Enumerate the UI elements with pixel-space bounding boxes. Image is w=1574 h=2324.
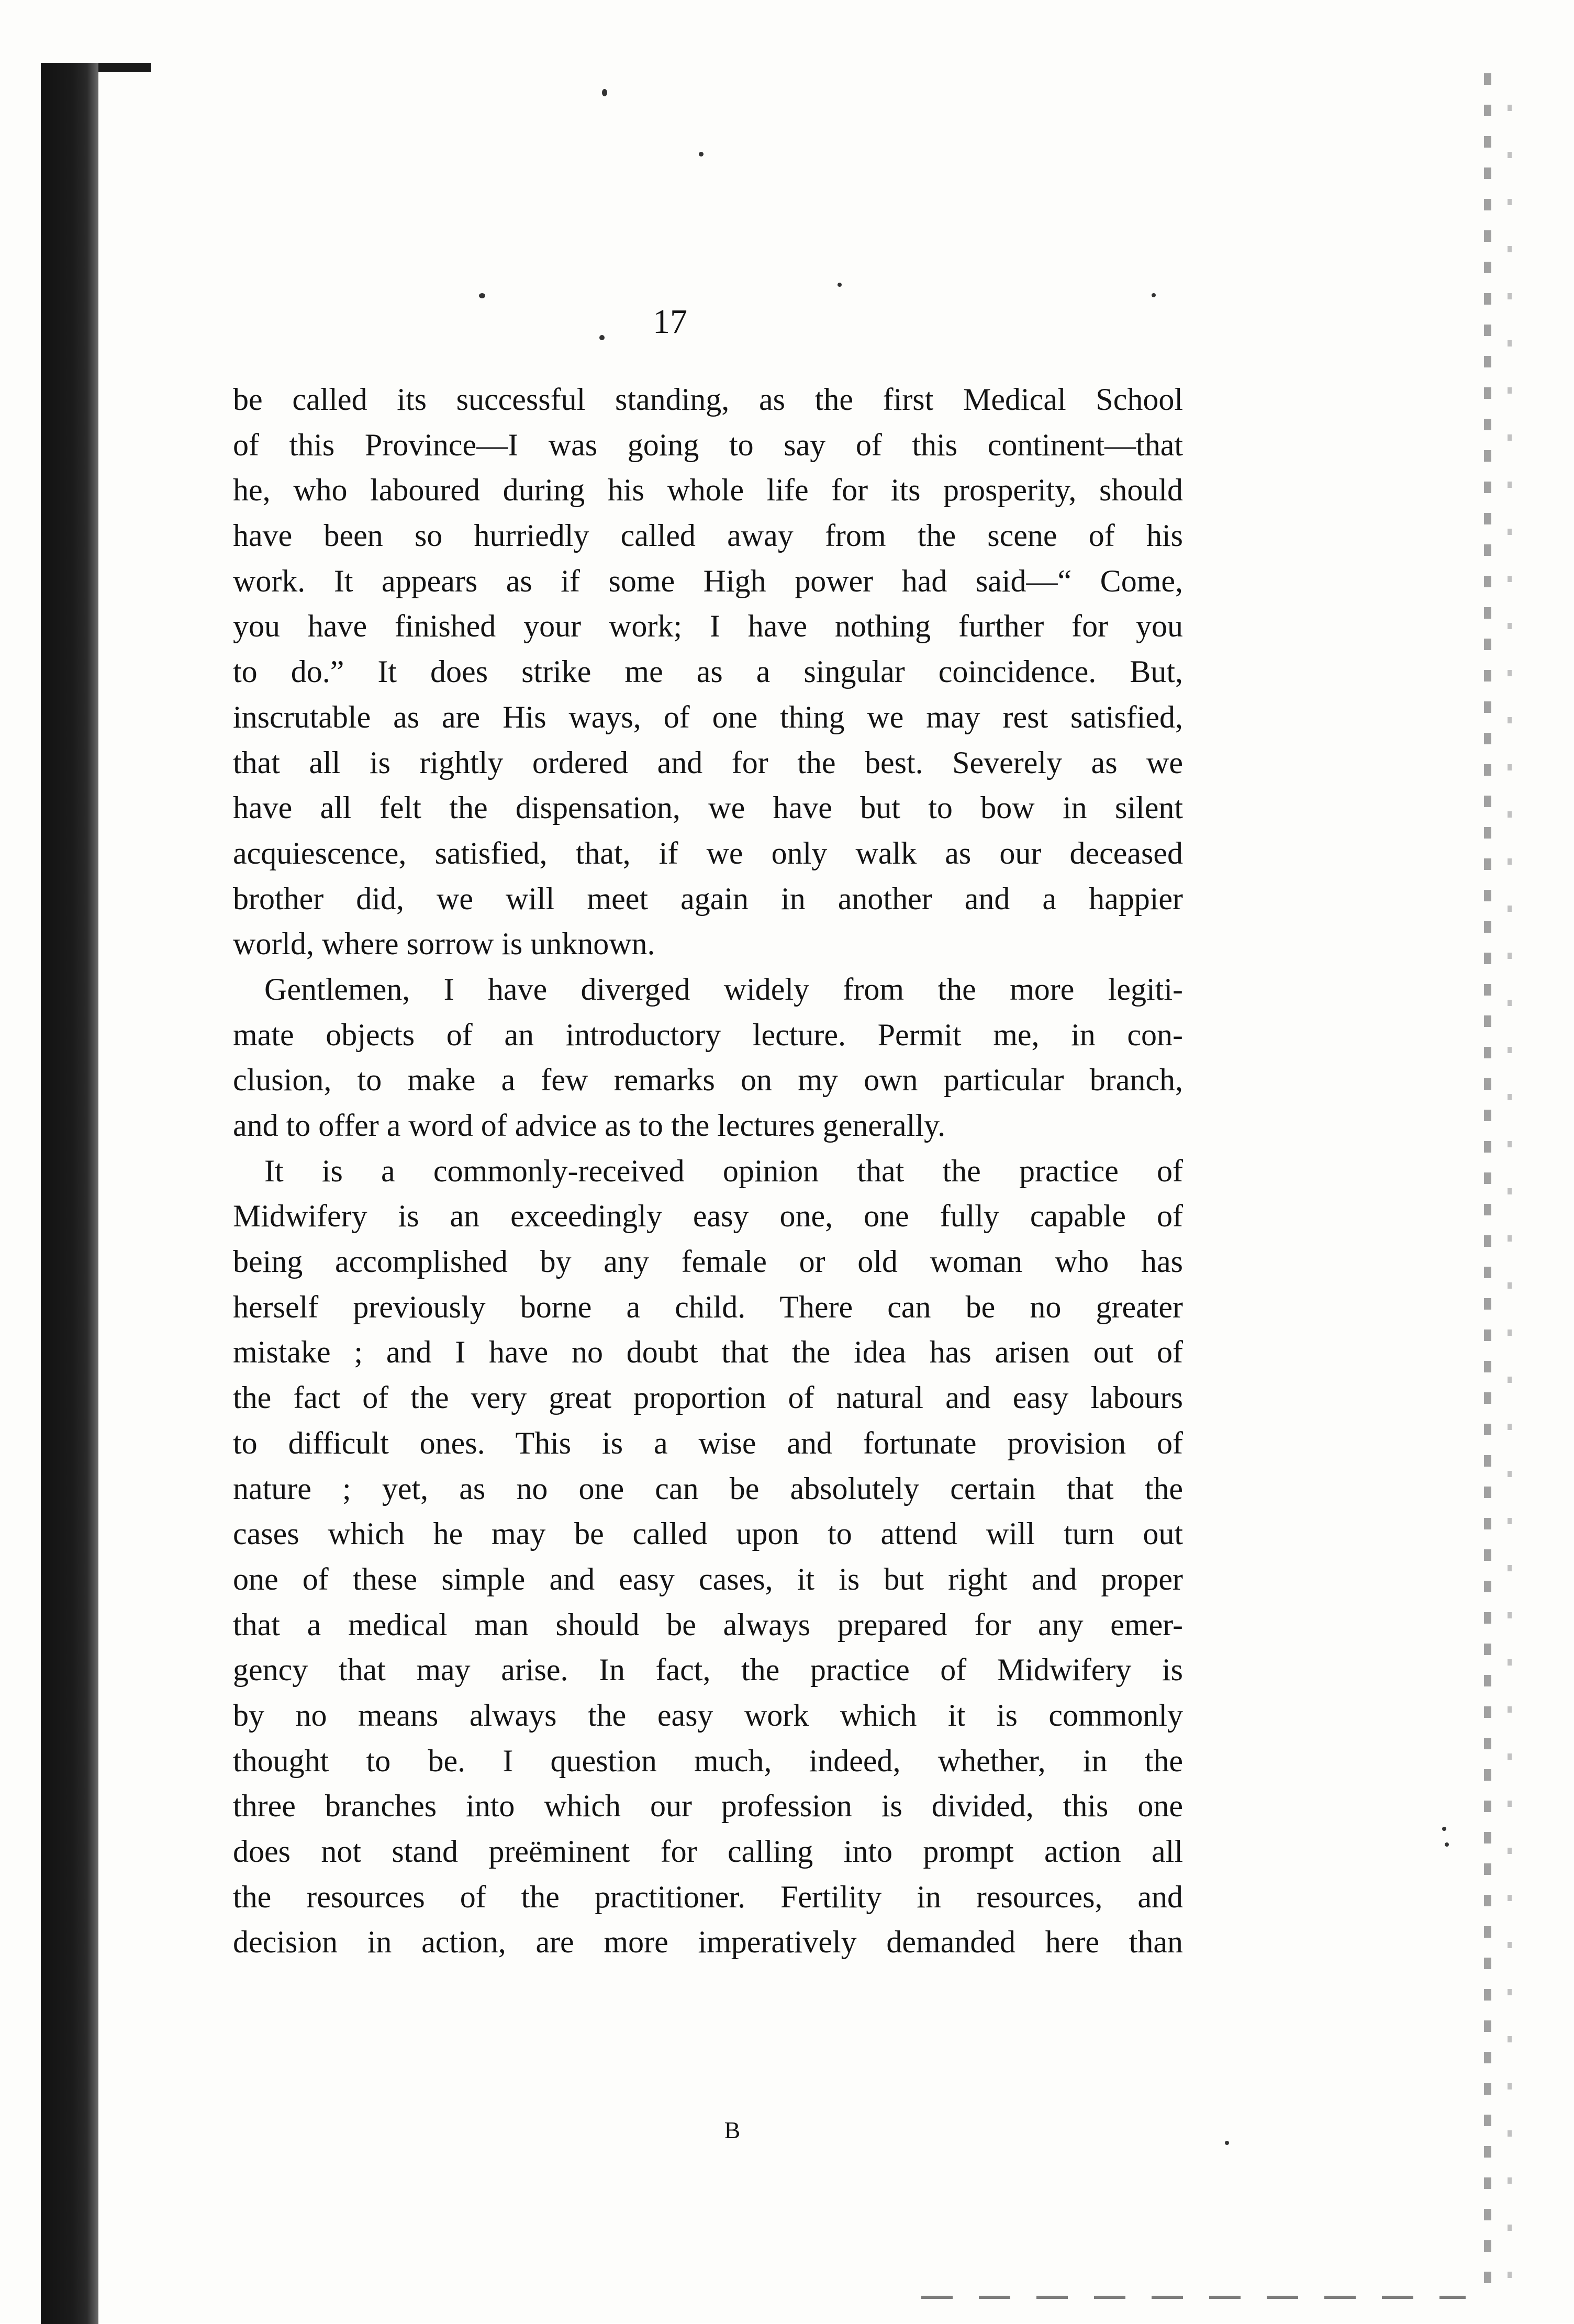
text-line: acquiescence, satisfied, that, if we only walk as our deceased xyxy=(233,835,1183,870)
text-line: three branches into which our profession is divided, this one xyxy=(233,1789,1183,1824)
ink-speck xyxy=(479,293,485,298)
ink-speck xyxy=(602,89,607,96)
text-line: nature ; yet, as no one can be absolutely certain that the xyxy=(233,1471,1183,1506)
text-line: to do.” It does strike me as a singular coincidence. But, xyxy=(233,654,1183,689)
ink-speck xyxy=(1445,1842,1449,1847)
ink-speck xyxy=(599,335,605,340)
ink-speck xyxy=(699,152,704,157)
text-line: work. It appears as if some High power had said—“ Come, xyxy=(233,563,1183,598)
text-line: have all felt the dispensation, we have but to bow in silent xyxy=(233,790,1183,825)
text-line: be called its successful standing, as the first Medical School xyxy=(233,382,1183,417)
text-line: thought to be. I question much, indeed, whether, in the xyxy=(233,1743,1183,1778)
ink-speck xyxy=(1442,1827,1446,1831)
text-line: of this Province—I was going to say of this continent—that xyxy=(233,427,1183,462)
text-line: Midwifery is an exceedingly easy one, one fully capable of xyxy=(233,1199,1183,1234)
text-line: world, where sorrow is unknown. xyxy=(233,926,655,962)
text-line: by no means always the easy work which it is commonly xyxy=(233,1697,1183,1733)
bottom-edge-marks xyxy=(921,2296,1466,2299)
text-line: the resources of the practitioner. Fertility in resources, and xyxy=(233,1879,1183,1914)
text-line: gency that may arise. In fact, the practice of Midwifery is xyxy=(233,1652,1183,1688)
text-line: that a medical man should be always prepared for any emer- xyxy=(233,1607,1183,1642)
text-line: have been so hurriedly called away from the scene of his xyxy=(233,518,1183,553)
binding-edge xyxy=(41,63,98,2324)
text-line: Gentlemen, I have diverged widely from the more legiti- xyxy=(264,971,1183,1007)
text-line: he, who laboured during his whole life for its prosperity, should xyxy=(233,473,1183,508)
ink-speck xyxy=(1225,2141,1229,2145)
body-text xyxy=(233,377,1183,2125)
ink-speck xyxy=(838,283,842,287)
ink-speck xyxy=(1152,293,1156,297)
page-number: 17 xyxy=(653,303,687,341)
text-line: the fact of the very great proportion of natural and easy labours xyxy=(233,1380,1183,1415)
text-line: that all is rightly ordered and for the best. Severely as we xyxy=(233,745,1183,780)
text-line: mate objects of an introductory lecture. Permit me, in con- xyxy=(233,1017,1183,1052)
page-edge-marks xyxy=(1484,73,1491,2303)
text-line: decision in action, are more imperatively demanded here than xyxy=(233,1925,1183,1960)
signature-mark: B xyxy=(724,2117,742,2143)
text-line: mistake ; and I have no doubt that the idea has arisen out of xyxy=(233,1335,1183,1370)
text-line: brother did, we will meet again in another and a happier xyxy=(233,881,1183,916)
text-line: does not stand preëminent for calling into prompt action all xyxy=(233,1834,1183,1869)
text-line: one of these simple and easy cases, it is but right and proper xyxy=(233,1561,1183,1596)
text-line: being accomplished by any female or old woman who has xyxy=(233,1244,1183,1279)
page-edge-marks-faint xyxy=(1508,105,1512,2303)
text-line: clusion, to make a few remarks on my own particular branch, xyxy=(233,1063,1183,1098)
text-line: you have finished your work; I have nothing further for you xyxy=(233,609,1183,644)
text-line: and to offer a word of advice as to the lectures generally. xyxy=(233,1108,946,1143)
text-line: cases which he may be called upon to attend will turn out xyxy=(233,1516,1183,1551)
text-line: It is a commonly-received opinion that the practice of xyxy=(264,1153,1183,1188)
text-line: to difficult ones. This is a wise and fortunate provision of xyxy=(233,1425,1183,1460)
text-line: inscrutable as are His ways, of one thing we may rest satisfied, xyxy=(233,699,1183,734)
text-line: herself previously borne a child. There can be no greater xyxy=(233,1289,1183,1324)
